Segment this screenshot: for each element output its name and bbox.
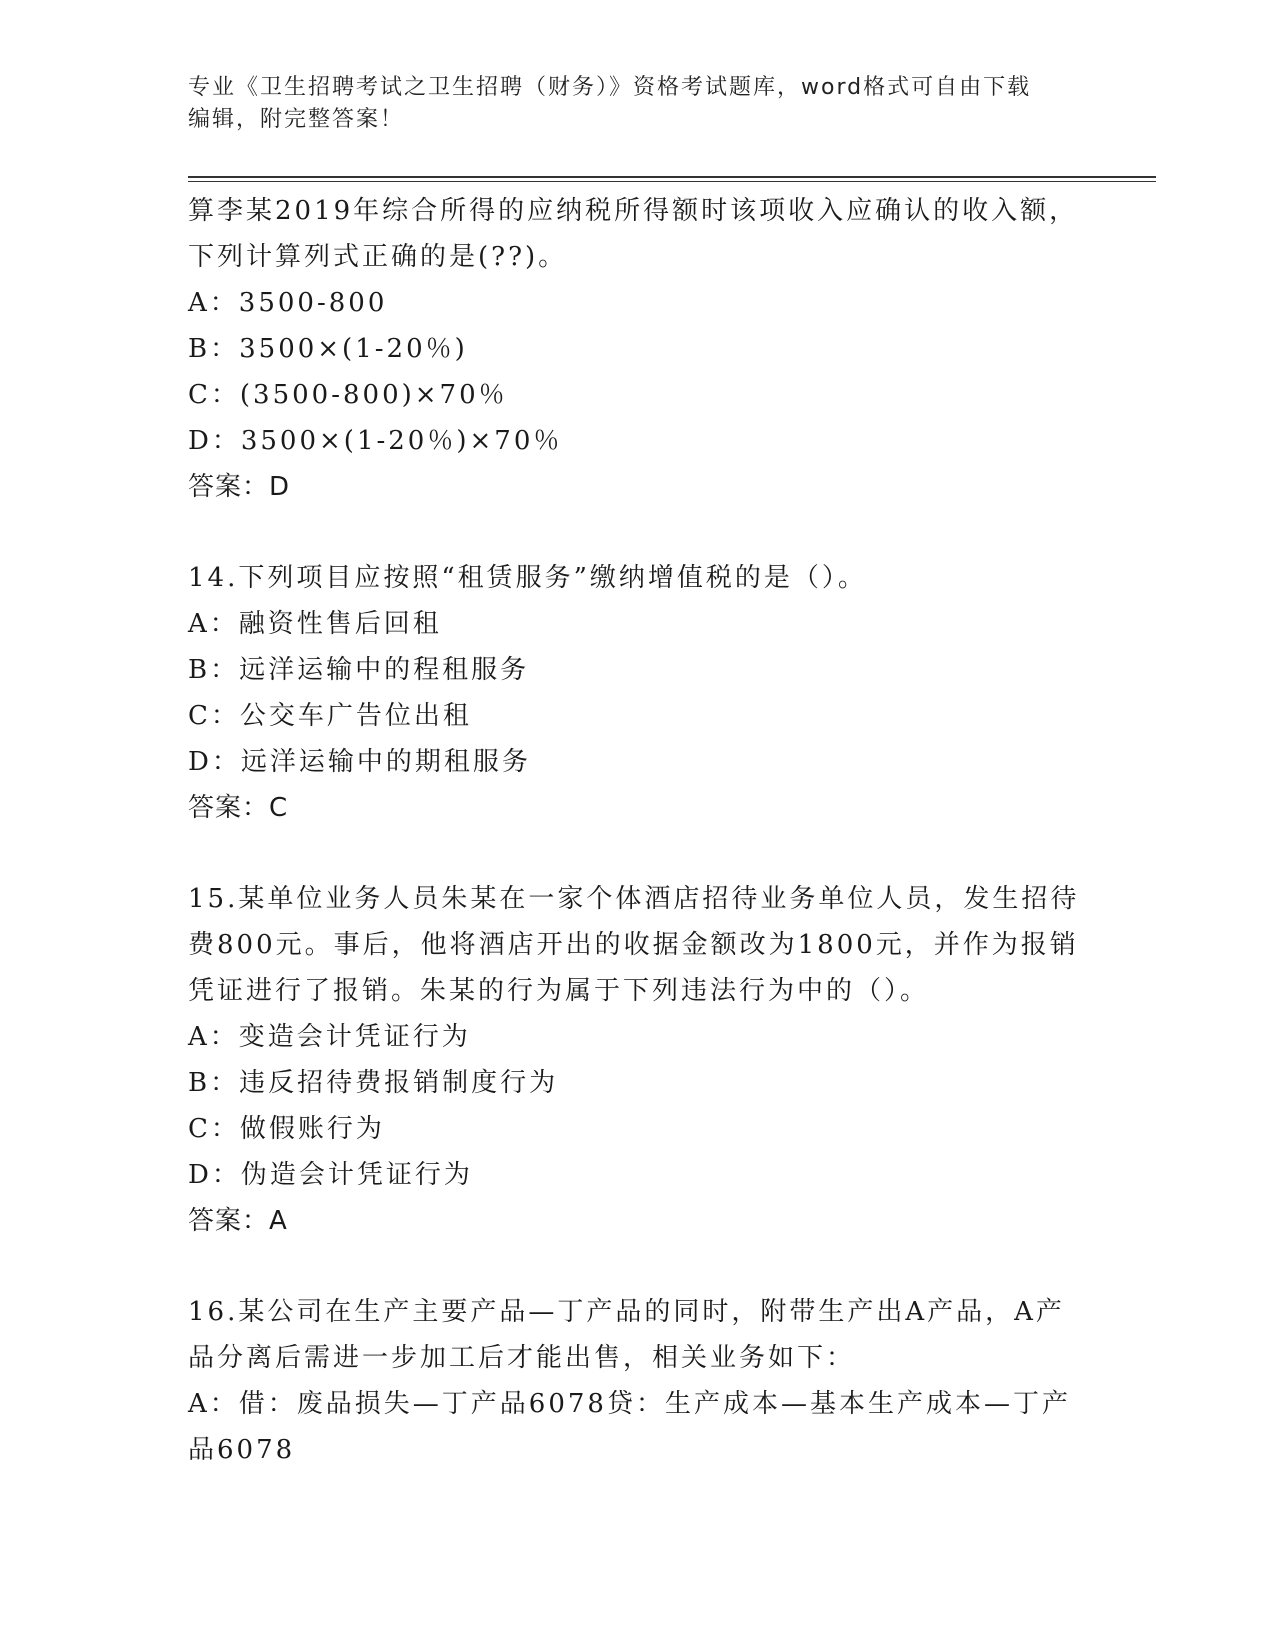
question-stem: 16.某公司在生产主要产品—丁产品的同时，附带生产出A产品，A产 <box>188 1297 1065 1327</box>
question-15 <box>188 876 1088 1244</box>
question-list <box>188 188 1088 1473</box>
question-13 <box>188 188 1088 510</box>
spacer <box>188 831 1088 876</box>
header-divider-thick <box>188 176 1156 178</box>
option-a: A：3500-800 <box>188 288 388 318</box>
question-stem: 下列计算列式正确的是(??)。 <box>188 242 568 272</box>
question-16 <box>188 1289 1088 1473</box>
header-divider-thin <box>188 181 1156 182</box>
page-header <box>188 72 1088 136</box>
option-c: C：公交车广告位出租 <box>188 701 472 731</box>
question-stem: 凭证进行了报销。朱某的行为属于下列违法行为中的（）。 <box>188 976 930 1006</box>
spacer <box>188 510 1088 555</box>
option-a: A：变造会计凭证行为 <box>188 1022 471 1052</box>
question-stem: 15.某单位业务人员朱某在一家个体酒店招待业务单位人员，发生招待 <box>188 884 1080 914</box>
answer-line: 答案：A <box>188 1206 288 1236</box>
option-d: D：伪造会计凭证行为 <box>188 1160 473 1190</box>
header-line-2: 编辑，附完整答案！ <box>188 107 405 132</box>
question-stem: 算李某2019年综合所得的应纳税所得额时该项收入应确认的收入额， <box>188 196 1079 226</box>
option-a: A：融资性售后回租 <box>188 609 442 639</box>
header-line-1: 专业《卫生招聘考试之卫生招聘（财务）》资格考试题库，word格式可自由下载 <box>188 75 1032 100</box>
answer-line: 答案：D <box>188 472 291 502</box>
option-d: D：远洋运输中的期租服务 <box>188 747 531 777</box>
option-c: C：(3500-800)×70％ <box>188 380 508 410</box>
question-14 <box>188 555 1088 831</box>
answer-line: 答案：C <box>188 793 289 823</box>
question-stem: 14.下列项目应按照“租赁服务”缴纳增值税的是（）。 <box>188 563 867 593</box>
option-a-continued: 品6078 <box>188 1435 296 1465</box>
option-b: B：违反招待费报销制度行为 <box>188 1068 559 1098</box>
option-d: D：3500×(1-20％)×70％ <box>188 426 563 456</box>
option-c: C：做假账行为 <box>188 1114 385 1144</box>
option-b: B：3500×(1-20％) <box>188 334 468 364</box>
spacer <box>188 1244 1088 1289</box>
question-stem: 费800元。事后，他将酒店开出的收据金额改为1800元，并作为报销 <box>188 930 1079 960</box>
question-stem: 品分离后需进一步加工后才能出售，相关业务如下： <box>188 1343 856 1373</box>
option-b: B：远洋运输中的程租服务 <box>188 655 530 685</box>
option-a: A：借：废品损失—丁产品6078贷：生产成本—基本生产成本—丁产 <box>188 1389 1071 1419</box>
